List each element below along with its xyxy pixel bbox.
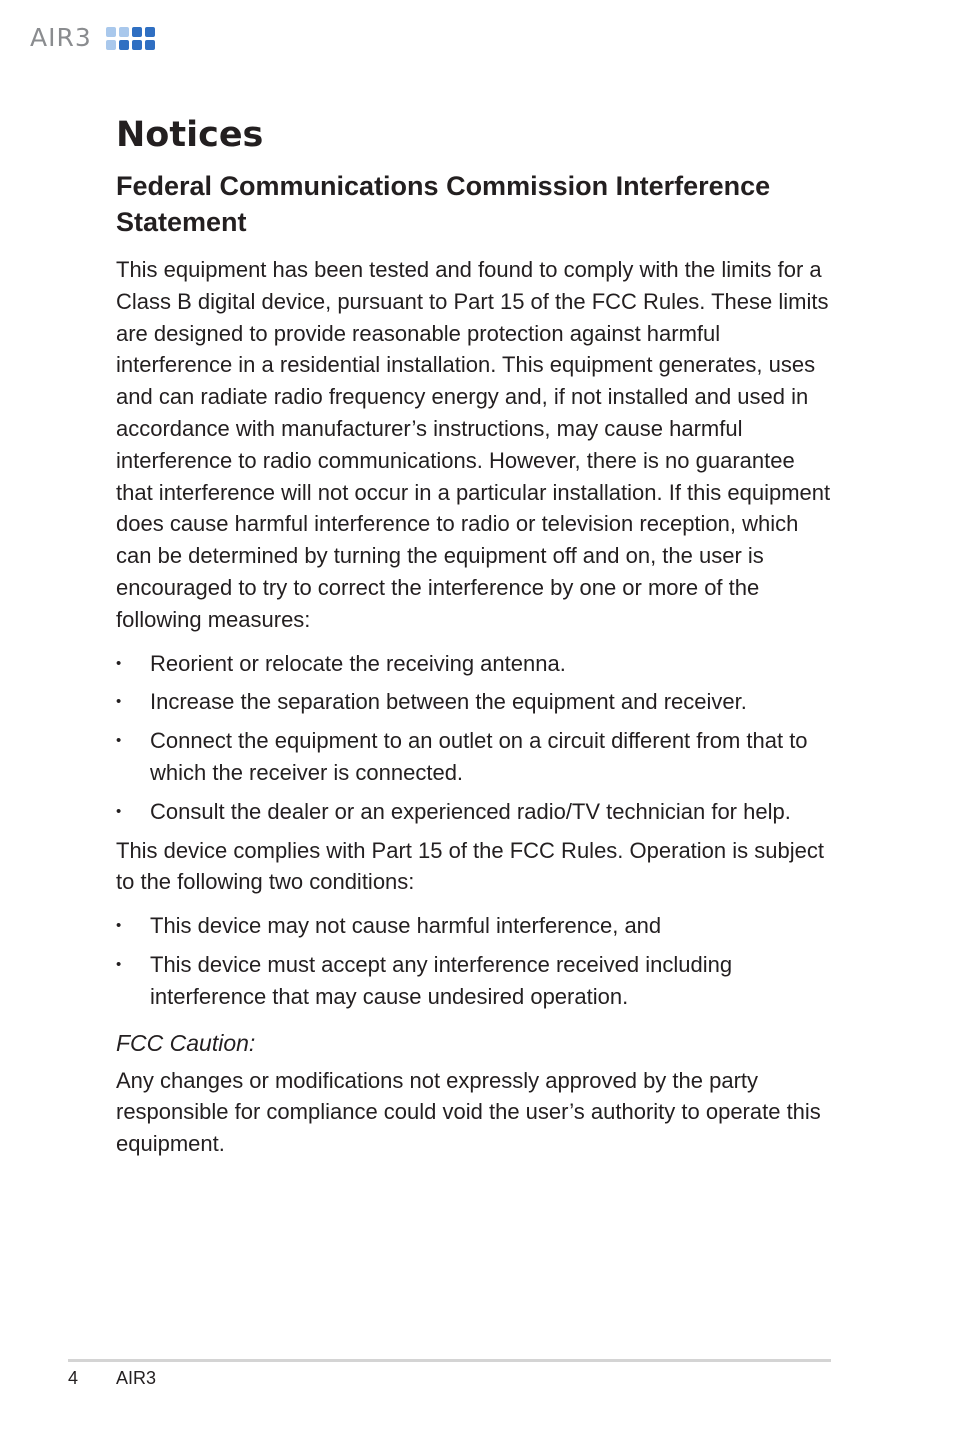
list-item: • Increase the separation between the equipment and receiver. <box>116 686 836 718</box>
brand-logo-icon <box>106 27 155 50</box>
compliance-paragraph: This device complies with Part 15 of the FCC Rules. Operation is subject to the following two conditions: <box>116 837 824 895</box>
footer-divider <box>68 1359 831 1362</box>
conditions-list <box>116 910 836 1012</box>
footer-product-name: AIR3 <box>116 1368 157 1388</box>
brand-header <box>30 22 155 54</box>
caution-heading: FCC Caution: <box>116 1029 256 1056</box>
section-heading: Federal Communications Commission Interference Statement <box>116 171 771 237</box>
page-number: 4 <box>68 1368 79 1388</box>
caution-paragraph: Any changes or modifications not expressly approved by the party responsible for compliance could void the user’s authority to operate this equipment. <box>116 1067 821 1157</box>
measures-list <box>116 648 836 828</box>
list-item: • Connect the equipment to an outlet on a circuit different from that to which the receiver is connected. <box>116 725 836 789</box>
list-item: • This device may not cause harmful interference, and <box>116 910 836 942</box>
page-title: Notices <box>116 115 264 155</box>
intro-paragraph: This equipment has been tested and found to comply with the limits for a Class B digital device, pursuant to Part 15 of the FCC Rules. These limits are designed to provide reasonable protection against harmful interference in a residential installation. This equipment generates, uses and can radiate radio frequency energy and, if not installed and used in accordance with manufacturer’s instructions, may cause harmful interference to radio communications. However, there is no guarantee that interference will not occur in a particular installation. If this equipment does cause harmful interference to radio or television reception, which can be determined by turning the equipment off and on, the user is encouraged to try to correct the interference by one or more of the following measures: <box>116 257 831 632</box>
list-item: • Consult the dealer or an experienced radio/TV technician for help. <box>116 796 836 828</box>
list-item: • Reorient or relocate the receiving antenna. <box>116 648 836 680</box>
notices-content <box>116 112 836 1160</box>
brand-name: AIR3 <box>30 23 92 52</box>
list-item: • This device must accept any interference received including interference that may cause undesired operation. <box>116 949 836 1013</box>
